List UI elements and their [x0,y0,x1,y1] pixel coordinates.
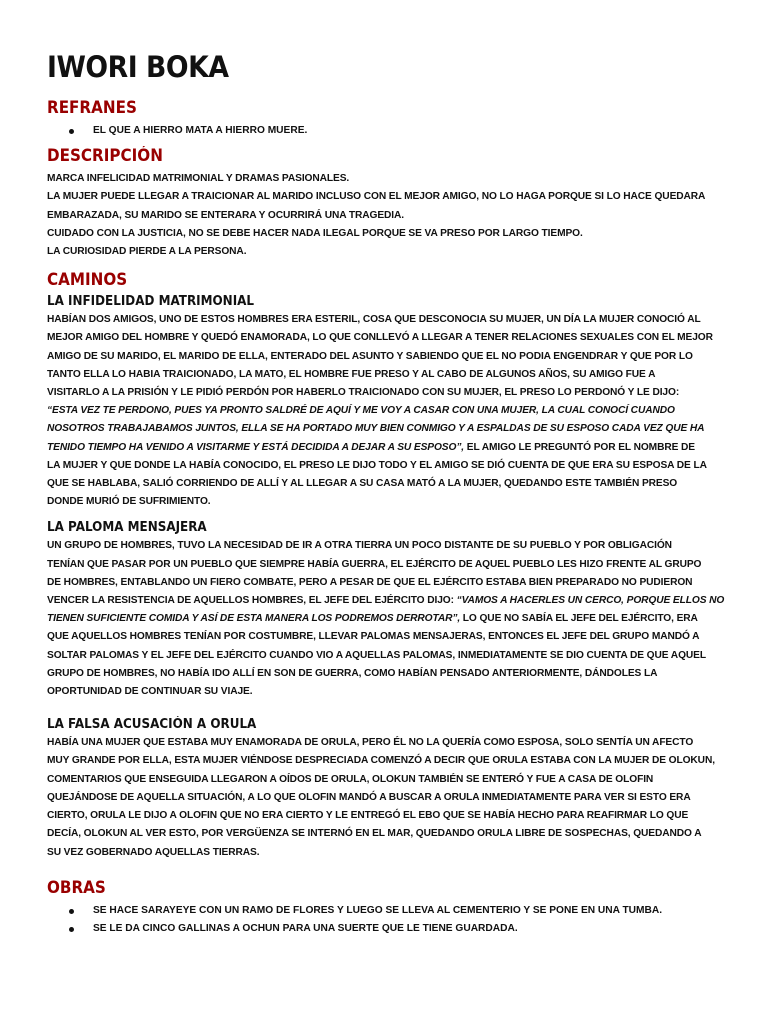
obras-list [47,902,716,938]
camino-text [47,311,716,511]
descripcion-text [47,170,716,261]
text-line [47,439,716,457]
text-line: COMENTARIOS QUE ENSEGUIDA LLEGARON A OÍDOS DE ORULA, OLOKUN TAMBIÉN SE ENTERÓ Y FUE A CASA DE OLOFIN [47,773,654,785]
quote-line: “ESTA VEZ TE PERDONO, PUES YA PRONTO SALDRÉ DE AQUÍ Y ME VOY A CASAR CON UNA MUJER, LA CUAL CONOCÍ CUANDO [47,405,675,417]
text-line: TANTO ELLA LO HABIA TRAICIONADO, LA MATO, EL HOMBRE FUE PRESO Y AL CABO DE ALGUNOS AÑOS, SU AMIGO FUE A [47,368,656,380]
obra-text: SE LE DA CINCO GALLINAS A OCHUN PARA UNA SUERTE QUE LE TIENE GUARDADA. [93,922,518,934]
quote-fragment: TENIDO TIEMPO HA VENIDO A VISITARME Y ESTÁ DECIDIDA A DEJAR A SU ESPOSO”, [47,441,465,453]
page-title: IWORI BOKA [47,50,229,84]
text-line: VISITARLO A LA PRISIÓN Y LE PIDIÓ PERDÓN POR HABERLO TRAICIONADO CON SU MUJER, EL PRESO LO PERDONÓ Y LE DIJO: [47,387,680,399]
text-line [47,610,716,628]
refranes-list [47,122,716,140]
list-item [69,920,716,938]
bullet-icon [69,909,74,914]
quote-fragment: TIENEN SUFICIENTE COMIDA Y ASÍ DE ESTA MANERA LOS PODREMOS DERROTAR”, [47,613,461,625]
text-line: CIERTO, ORULA LE DIJO A OLOFIN QUE NO ERA CIERTO Y LE ENTREGÓ EL EBO QUE SE HABÍA HECHO PARA REAFIRMAR LO QUE [47,810,689,822]
text-fragment: VENCER LA RESISTENCIA DE AQUELLOS HOMBRES, EL JEFE DEL EJÉRCITO DIJO: [47,595,457,607]
camino-text [47,734,716,861]
text-line: TENÍAN QUE PASAR POR UN PUEBLO QUE SIEMPRE HABÍA GUERRA, EL EJÉRCITO DE AQUEL PUEBLO LES HIZO FRENTE AL GRUPO [47,558,702,570]
camino-text [47,537,725,701]
text-line: CUIDADO CON LA JUSTICIA, NO SE DEBE HACER NADA ILEGAL PORQUE SE VA PRESO POR LARGO TIEMPO. [47,227,583,239]
camino-title: LA PALOMA MENSAJERA [47,520,207,536]
text-line: QUE SE HABLABA, SALIÓ CORRIENDO DE ALLÍ Y AL LLEGAR A SU CASA MATÓ A LA MUJER, QUEDANDO ESTE TAMBIÉN PRESO [47,478,678,490]
descripcion-heading: DESCRIPCIÓN [47,146,163,166]
text-line: LA MUJER PUEDE LLEGAR A TRAICIONAR AL MARIDO INCLUSO CON EL MEJOR AMIGO, NO LO HAGA PORQUE SI LO HACE QUEDARA [47,191,706,203]
text-line: MUY GRANDE POR ELLA, ESTA MUJER VIÉNDOSE DESPRECIADA COMENZÓ A DECIR QUE ORULA ESTABA CON LA MUJER DE OLOKUN, [47,755,715,767]
text-line: EMBARAZADA, SU MARIDO SE ENTERARA Y OCURRIRÁ UNA TRAGEDIA. [47,209,404,221]
text-line: DECÍA, OLOKUN AL VER ESTO, POR VERGÜENZA SE INTERNÓ EN EL MAR, QUEDANDO ORULA LIBRE DE SOSPECHAS, QUEDANDO A [47,828,702,840]
text-line: OPORTUNIDAD DE CONTINUAR SU VIAJE. [47,686,253,698]
text-fragment: EL AMIGO LE PREGUNTÓ POR EL NOMBRE DE [464,441,695,453]
text-line: UN GRUPO DE HOMBRES, TUVO LA NECESIDAD DE IR A OTRA TIERRA UN POCO DISTANTE DE SU PUEBLO Y POR OBLIGACIÓN [47,540,672,552]
text-line: DE HOMBRES, ENTABLANDO UN FIERO COMBATE, PERO A PESAR DE QUE EL EJÉRCITO ESTABA BIEN PREPARADO NO PUDIERON [47,576,693,588]
text-line: QUEJÁNDOSE DE AQUELLA SITUACIÓN, A LO QUE OLOFIN MANDÓ A BUSCAR A ORULA INMEDIATAMENTE PARA VER SI ESTO ERA [47,791,691,803]
text-line: SOLTAR PALOMAS Y EL JEFE DEL EJÉRCITO CUANDO VIO A AQUELLAS PALOMAS, INMEDIATAMENTE SE DIO CUENTA DE QUE AQUEL [47,649,706,661]
text-line: MARCA INFELICIDAD MATRIMONIAL Y DRAMAS PASIONALES. [47,173,350,185]
text-line: MEJOR AMIGO DEL HOMBRE Y QUEDÓ ENAMORADA, LO QUE CONLLEVÓ A LLEGAR A TENER RELACIONES SEXUALES CON EL MEJOR [47,332,713,344]
text-line: QUE AQUELLOS HOMBRES TENÍAN POR COSTUMBRE, LLEVAR PALOMAS MENSAJERAS, ENTONCES EL JEFE DEL GRUPO MANDÓ A [47,631,700,643]
text-line: GRUPO DE HOMBRES, NO HABÍA IDO ALLÍ EN SON DE GUERRA, COMO HABÍAN PENSADO ANTERIORMENTE, DÁNDOLES LA [47,667,658,679]
list-item [69,122,716,140]
camino-title: LA FALSA ACUSACIÓN A ORULA [47,717,257,733]
text-line: LA CURIOSIDAD PIERDE A LA PERSONA. [47,246,247,258]
list-item [69,902,716,920]
text-line [47,592,725,610]
obra-text: SE HACE SARAYEYE CON UN RAMO DE FLORES Y LUEGO SE LLEVA AL CEMENTERIO Y SE PONE EN UNA TUMBA. [93,904,663,916]
text-line: LA MUJER Y QUE DONDE LA HABÍA CONOCIDO, EL PRESO LE DIJO TODO Y EL AMIGO SE DIÓ CUENTA DE QUE ERA SU ESPOSA DE LA [47,459,707,471]
refran-text: EL QUE A HIERRO MATA A HIERRO MUERE. [93,125,308,136]
text-fragment: LO QUE NO SABÍA EL JEFE DEL EJÉRCITO, ERA [460,613,698,625]
text-line: DONDE MURIÓ DE SUFRIMIENTO. [47,496,211,508]
quote-fragment: “VAMOS A HACERLES UN CERCO, PORQUE ELLOS NO [456,595,725,607]
camino-title: LA INFIDELIDAD MATRIMONIAL [47,294,255,310]
text-line: HABÍAN DOS AMIGOS, UNO DE ESTOS HOMBRES ERA ESTERIL, COSA QUE DESCONOCIA SU MUJER, UN DÍA LA MUJER CONOCIÓ AL [47,314,701,326]
bullet-icon [69,129,74,134]
bullet-icon [69,927,74,932]
obras-heading: OBRAS [47,877,106,897]
text-line: HABÍA UNA MUJER QUE ESTABA MUY ENAMORADA DE ORULA, PERO ÉL NO LA QUERÍA COMO ESPOSA, SOLO SENTÍA UN AFECTO [47,737,694,749]
quote-line: NOSOTROS TRABAJABAMOS JUNTOS, ELLA SE HA PORTADO MUY BIEN CONMIGO Y A ESPALDAS DE SU ESPOSO CADA VEZ QUE HA [47,423,705,435]
text-line: SU VEZ GOBERNADO AQUELLAS TIERRAS. [47,846,260,858]
refranes-heading: REFRANES [47,98,137,117]
caminos-heading: CAMINOS [47,270,128,290]
text-line: AMIGO DE SU MARIDO, EL MARIDO DE ELLA, ENTERADO DEL ASUNTO Y SABIENDO QUE EL NO PODIA ENGENDRAR Y QUE POR LO [47,350,693,362]
